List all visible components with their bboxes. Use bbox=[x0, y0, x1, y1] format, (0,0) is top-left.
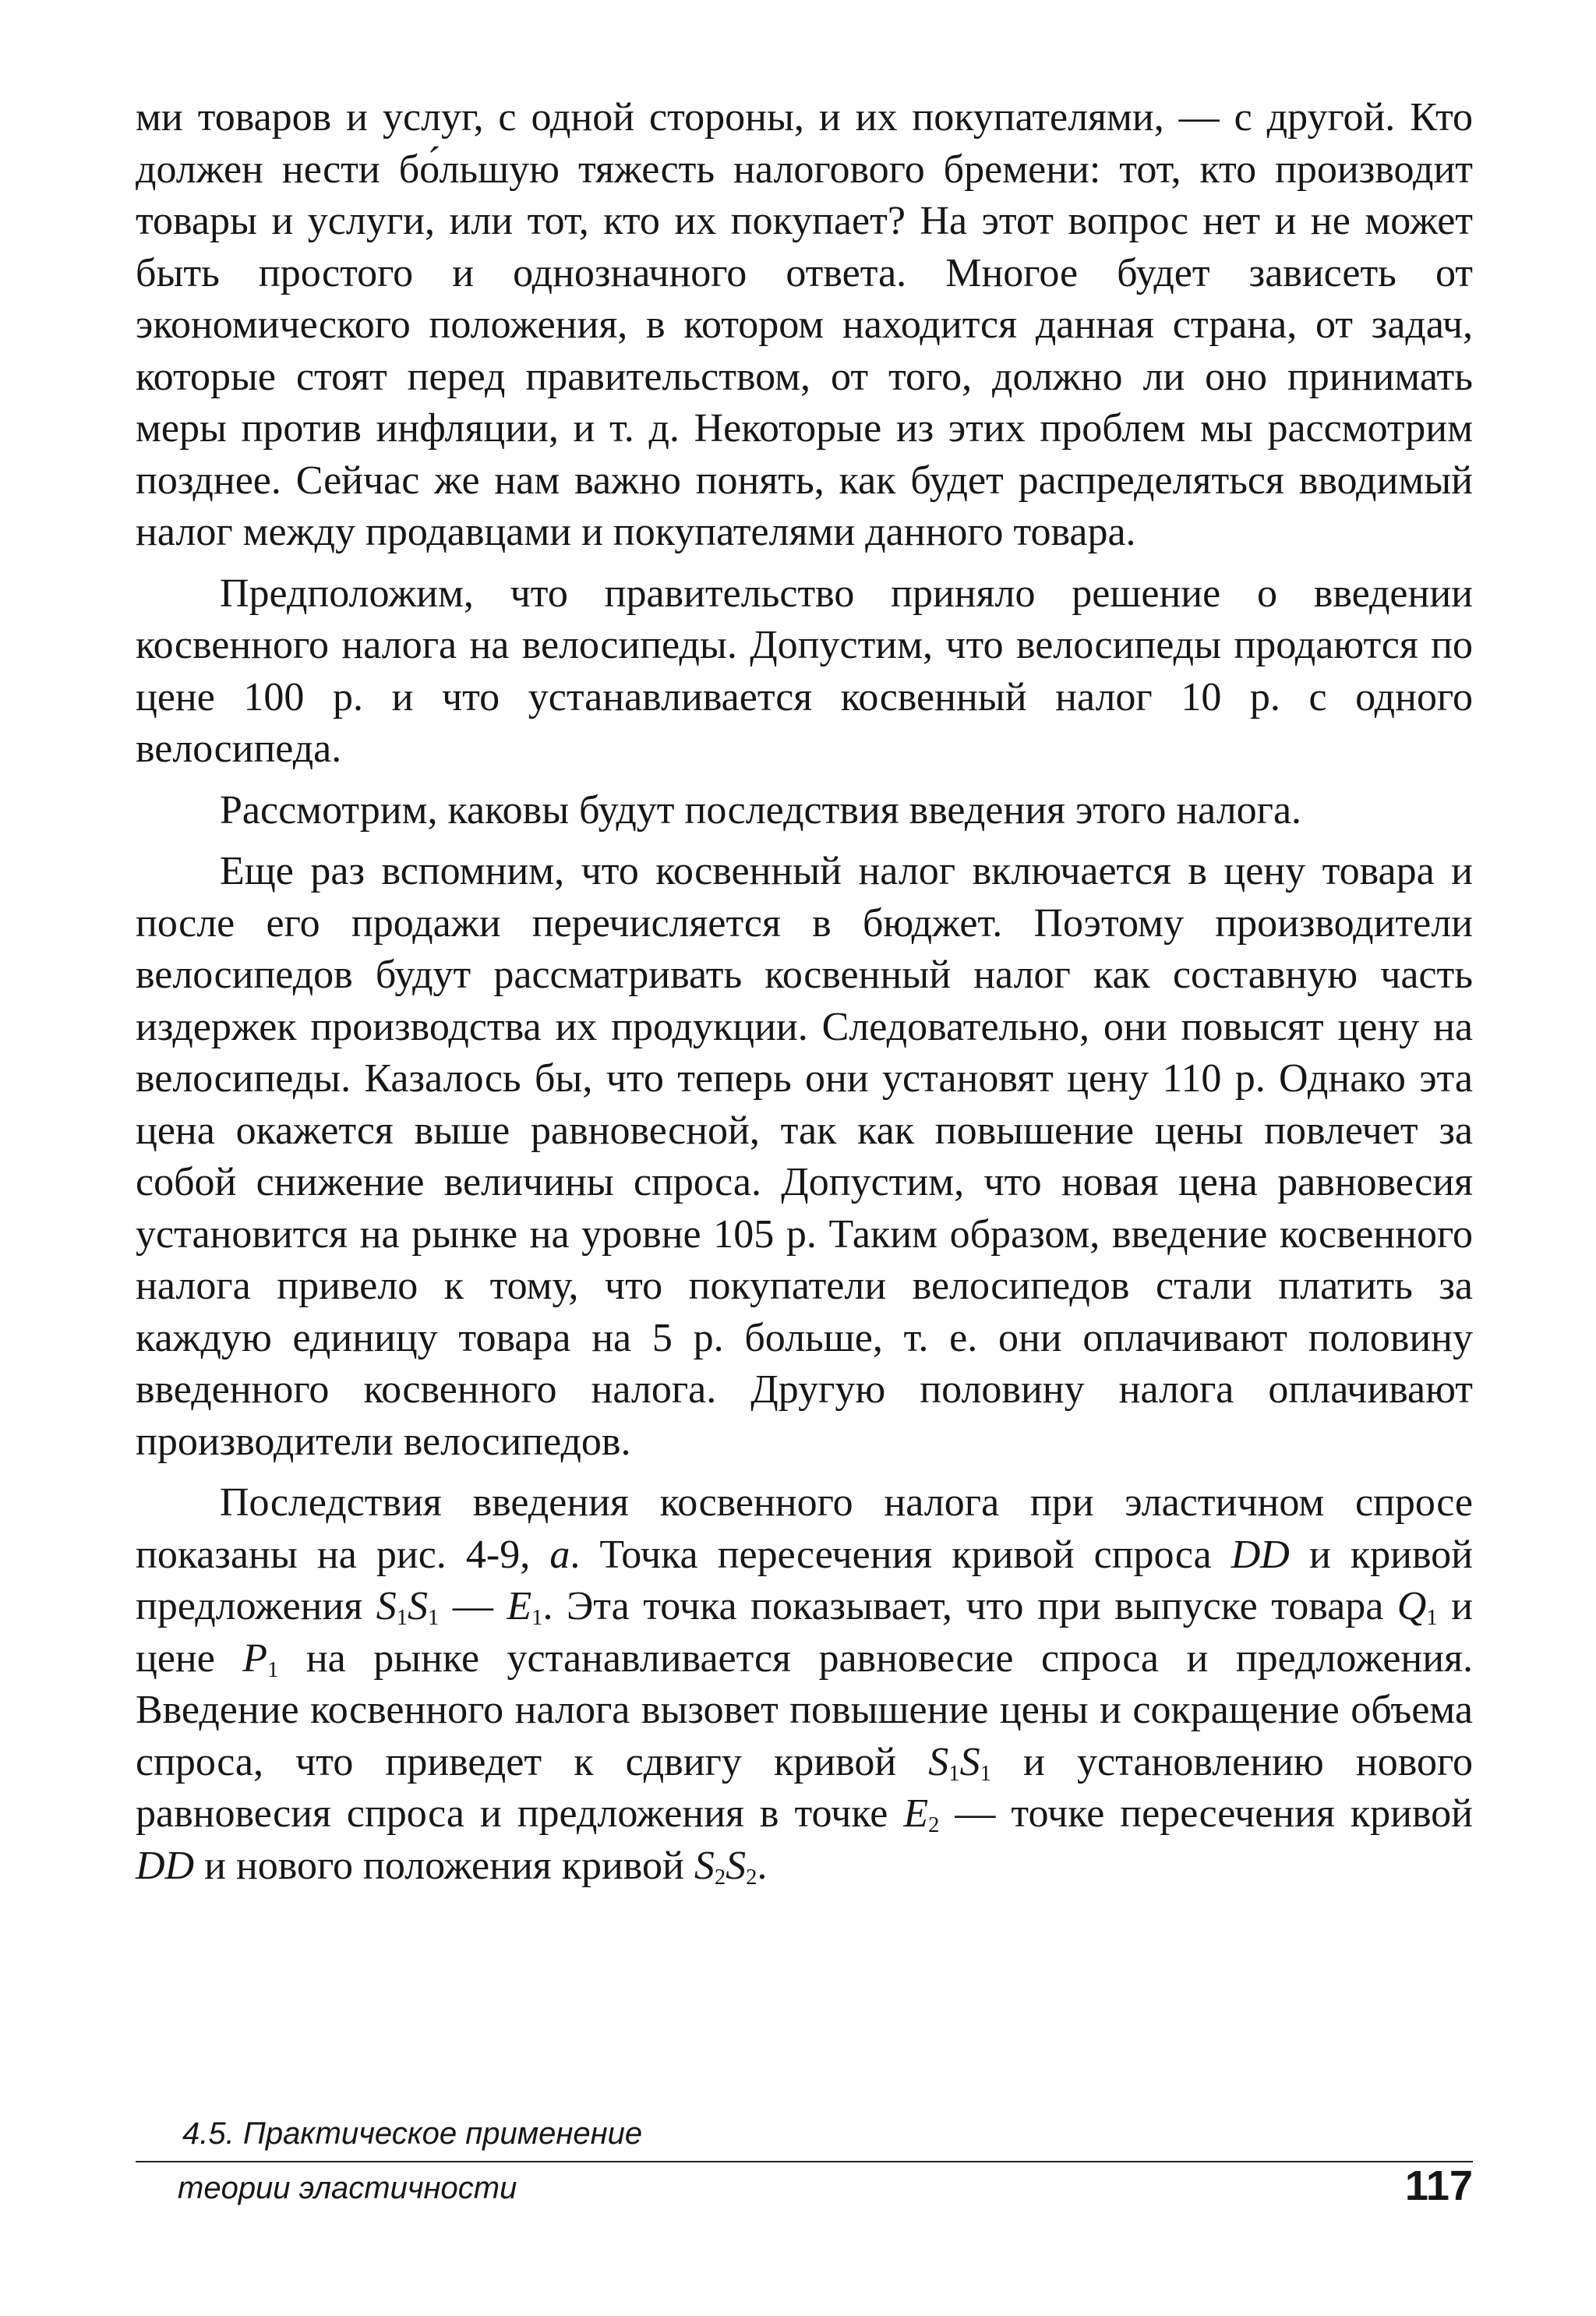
figure-letter: а bbox=[549, 1532, 570, 1577]
subscript: 1 bbox=[948, 1761, 960, 1786]
footer-divider bbox=[136, 2161, 1473, 2162]
supply-symbol: S bbox=[376, 1584, 397, 1628]
subscript: 1 bbox=[428, 1606, 440, 1631]
paragraph-2: Предположим, что правительство приняло решение о введении косвенного налога на велосипеды. Допустим, что велосипеды продаются по цене 100 р. и что устанавливается косвенный налог 10 р. с одного велосипеда. bbox=[136, 571, 1473, 771]
text-run: — bbox=[439, 1584, 507, 1628]
running-footer-section: 4.5. Практическое применение bbox=[182, 2116, 643, 2151]
text-run: . Эта точка показывает, что при выпуске товара bbox=[542, 1584, 1397, 1628]
text-run: Последствия введения косвенного налога при эластичном спросе показаны на рис. 4-9, bbox=[136, 1480, 1473, 1577]
paragraph-1: ми товаров и услуг, с одной стороны, и их покупателями, — с другой. Кто должен нести бо́льшую тяжесть налогового бремени: тот, кто производит товары и услуги, или тот, кто их покупает? На этот вопрос нет и не может быть простого и однозначного ответа. Многое будет зависеть от экономического положения, в котором находится данная страна, от задач, которые стоят перед правительством, от того, должно ли оно принимать меры против инфляции, и т. д. Некоторые из этих проблем мы рассмотрим позднее. Сейчас же нам важно понять, как будет распределяться вводимый налог между продавцами и покупателями данного товара. bbox=[136, 95, 1473, 554]
paragraph-3: Рассмотрим, каковы будут последствия введения этого налога. bbox=[220, 787, 1302, 833]
text-run: . bbox=[757, 1843, 768, 1888]
supply-symbol: S bbox=[694, 1843, 715, 1888]
body-text bbox=[136, 92, 1473, 1892]
equilibrium-symbol: E bbox=[507, 1584, 532, 1628]
text-run: и кривой предложения bbox=[136, 1532, 1474, 1628]
paragraph-4: Еще раз вспомним, что косвенный налог включается в цену товара и после его продажи перечисляется в бюджет. Поэтому производители велосипедов будут рассматривать косвенный налог как составную часть издержек производства их продукции. Следовательно, они повысят цену на велосипеды. Казалось бы, что теперь они установят цену 110 р. Однако эта цена окажется выше равновесной, так как повышение цены повлечет за собой снижение величины спроса. Допустим, что новая цена равновесия установится на рынке на уровне 105 р. Таким образом, введение косвенного налога привело к тому, что покупатели велосипедов стали платить за каждую единицу товара на 5 р. больше, т. е. они оплачивают половину введенного косвенного налога. Другую половину налога оплачивают производители велосипедов. bbox=[136, 849, 1473, 1464]
text-run: и установлению нового равновесия спроса и предложения в точке bbox=[136, 1739, 1473, 1836]
page-number: 117 bbox=[1404, 2162, 1473, 2209]
demand-curve-symbol: DD bbox=[1231, 1532, 1290, 1577]
subscript: 1 bbox=[267, 1657, 279, 1682]
text-run: . Точка пересечения кривой спроса bbox=[570, 1532, 1231, 1577]
supply-symbol: S bbox=[408, 1584, 429, 1628]
supply-symbol: S bbox=[928, 1739, 949, 1784]
text-run: и нового положения кривой bbox=[194, 1843, 694, 1888]
subscript: 1 bbox=[1426, 1606, 1438, 1631]
subscript: 2 bbox=[714, 1865, 726, 1890]
text-run: на рынке устанавливается равновесие спроса и предложения. Введение косвенного налога вызовет повышение цены и сокращение объема спроса, что приведет к сдвигу кривой bbox=[136, 1635, 1473, 1784]
subscript: 1 bbox=[980, 1761, 991, 1786]
subscript: 2 bbox=[928, 1813, 940, 1838]
equilibrium-symbol: E bbox=[903, 1791, 929, 1836]
subscript: 1 bbox=[531, 1606, 543, 1631]
supply-symbol: S bbox=[959, 1739, 980, 1784]
text-run: и цене bbox=[136, 1584, 1473, 1681]
quantity-symbol: Q bbox=[1396, 1584, 1427, 1628]
running-footer-section-cont: теории эластичности bbox=[178, 2171, 517, 2205]
paragraph-5 bbox=[136, 1477, 1473, 1892]
subscript: 2 bbox=[746, 1865, 757, 1890]
demand-curve-symbol: DD bbox=[136, 1843, 195, 1888]
subscript: 1 bbox=[396, 1606, 408, 1631]
supply-symbol: S bbox=[726, 1843, 747, 1888]
text-run: — точке пересечения кривой bbox=[939, 1791, 1473, 1836]
price-symbol: P bbox=[242, 1635, 268, 1681]
